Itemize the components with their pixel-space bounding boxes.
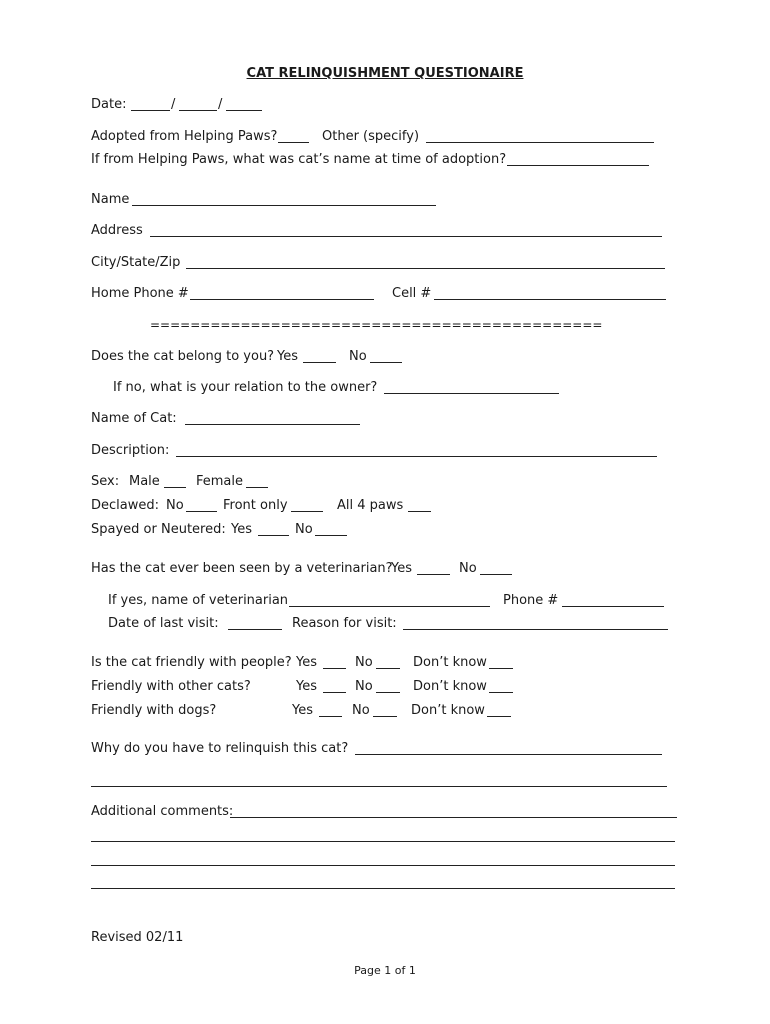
cat-name-field[interactable] [185, 424, 360, 425]
people-dontknow-field[interactable] [489, 668, 513, 669]
relation-field[interactable] [384, 393, 559, 394]
last-visit-label: Date of last visit: [108, 616, 219, 631]
people-no-field[interactable] [376, 668, 400, 669]
name-label: Name [91, 192, 130, 207]
date-month-field[interactable] [131, 110, 170, 111]
spayed-label: Spayed or Neutered: [91, 522, 226, 537]
city-state-zip-label: City/State/Zip [91, 255, 181, 270]
cell-field[interactable] [434, 299, 666, 300]
date-year-field[interactable] [226, 110, 262, 111]
other-label: Other (specify) [322, 129, 420, 144]
comments-field-line-2[interactable] [91, 841, 675, 842]
reason-field[interactable] [403, 629, 668, 630]
relinquish-field-line-2[interactable] [91, 786, 667, 787]
cats-yes-field[interactable] [323, 692, 346, 693]
spayed-no-label: No [295, 522, 313, 537]
cats-no-field[interactable] [376, 692, 400, 693]
vet-name-label: If yes, name of veterinarian [108, 593, 289, 608]
declawed-all-field[interactable] [408, 511, 431, 512]
adopted-field[interactable] [278, 142, 309, 143]
sex-male-field[interactable] [164, 487, 186, 488]
date-slash-2: / [218, 97, 223, 112]
relinquish-label: Why do you have to relinquish this cat? [91, 741, 349, 756]
vet-seen-label: Has the cat ever been seen by a veterinarian? [91, 561, 393, 576]
cats-yes-label: Yes [296, 679, 317, 694]
belong-yes-field[interactable] [303, 362, 336, 363]
cats-no-label: No [355, 679, 373, 694]
cell-label: Cell # [392, 286, 432, 301]
dogs-no-field[interactable] [373, 716, 397, 717]
declawed-all-label: All 4 paws [337, 498, 404, 513]
spayed-yes-field[interactable] [258, 535, 289, 536]
vet-seen-yes-field[interactable] [417, 574, 450, 575]
people-no-label: No [355, 655, 373, 670]
address-label: Address [91, 223, 143, 238]
friendly-cats-label: Friendly with other cats? [91, 679, 251, 694]
dogs-yes-field[interactable] [319, 716, 342, 717]
declawed-label: Declawed: [91, 498, 159, 513]
comments-field[interactable] [230, 817, 677, 818]
people-yes-label: Yes [296, 655, 317, 670]
dogs-no-label: No [352, 703, 370, 718]
declawed-front-field[interactable] [291, 511, 323, 512]
declawed-no-field[interactable] [186, 511, 217, 512]
date-slash-1: / [171, 97, 176, 112]
vet-phone-label: Phone # [503, 593, 559, 608]
vet-seen-yes-label: Yes [391, 561, 412, 576]
cats-dontknow-field[interactable] [489, 692, 513, 693]
belong-no-field[interactable] [370, 362, 402, 363]
other-specify-field[interactable] [426, 142, 654, 143]
description-field[interactable] [176, 456, 657, 457]
comments-field-line-4[interactable] [91, 888, 675, 889]
city-state-zip-field[interactable] [186, 268, 665, 269]
name-at-adoption-label: If from Helping Paws, what was cat’s name at time of adoption? [91, 152, 507, 167]
comments-label: Additional comments: [91, 804, 234, 819]
vet-phone-field[interactable] [562, 606, 664, 607]
spayed-no-field[interactable] [315, 535, 347, 536]
cats-dontknow-label: Don’t know [413, 679, 487, 694]
name-field[interactable] [132, 205, 436, 206]
vet-seen-no-field[interactable] [480, 574, 512, 575]
cat-name-label: Name of Cat: [91, 411, 177, 426]
belong-yes-label: Yes [277, 349, 298, 364]
page-number: Page 1 of 1 [354, 964, 416, 977]
home-phone-label: Home Phone # [91, 286, 189, 301]
people-yes-field[interactable] [323, 668, 346, 669]
vet-seen-no-label: No [459, 561, 477, 576]
relation-label: If no, what is your relation to the owner? [113, 380, 378, 395]
friendly-people-label: Is the cat friendly with people? [91, 655, 292, 670]
spayed-yes-label: Yes [231, 522, 252, 537]
vet-name-field[interactable] [289, 606, 490, 607]
revised-date: Revised 02/11 [91, 930, 184, 945]
name-at-adoption-field[interactable] [507, 165, 649, 166]
belong-no-label: No [349, 349, 367, 364]
reason-label: Reason for visit: [292, 616, 397, 631]
declawed-no-label: No [166, 498, 184, 513]
declawed-front-label: Front only [223, 498, 288, 513]
friendly-dogs-label: Friendly with dogs? [91, 703, 217, 718]
last-visit-field[interactable] [228, 629, 282, 630]
dogs-dontknow-field[interactable] [487, 716, 511, 717]
description-label: Description: [91, 443, 170, 458]
sex-male-label: Male [129, 474, 160, 489]
sex-female-field[interactable] [246, 487, 268, 488]
date-label: Date: [91, 97, 127, 112]
sex-label: Sex: [91, 474, 120, 489]
comments-field-line-3[interactable] [91, 865, 675, 866]
sex-female-label: Female [196, 474, 244, 489]
people-dontknow-label: Don’t know [413, 655, 487, 670]
date-day-field[interactable] [179, 110, 217, 111]
dogs-yes-label: Yes [292, 703, 313, 718]
section-separator: ============================================= [150, 318, 603, 332]
address-field[interactable] [150, 236, 662, 237]
home-phone-field[interactable] [190, 299, 374, 300]
adopted-label: Adopted from Helping Paws? [91, 129, 278, 144]
relinquish-field[interactable] [355, 754, 662, 755]
form-title: CAT RELINQUISHMENT QUESTIONAIRE [246, 66, 524, 81]
belong-label: Does the cat belong to you? [91, 349, 275, 364]
dogs-dontknow-label: Don’t know [411, 703, 485, 718]
